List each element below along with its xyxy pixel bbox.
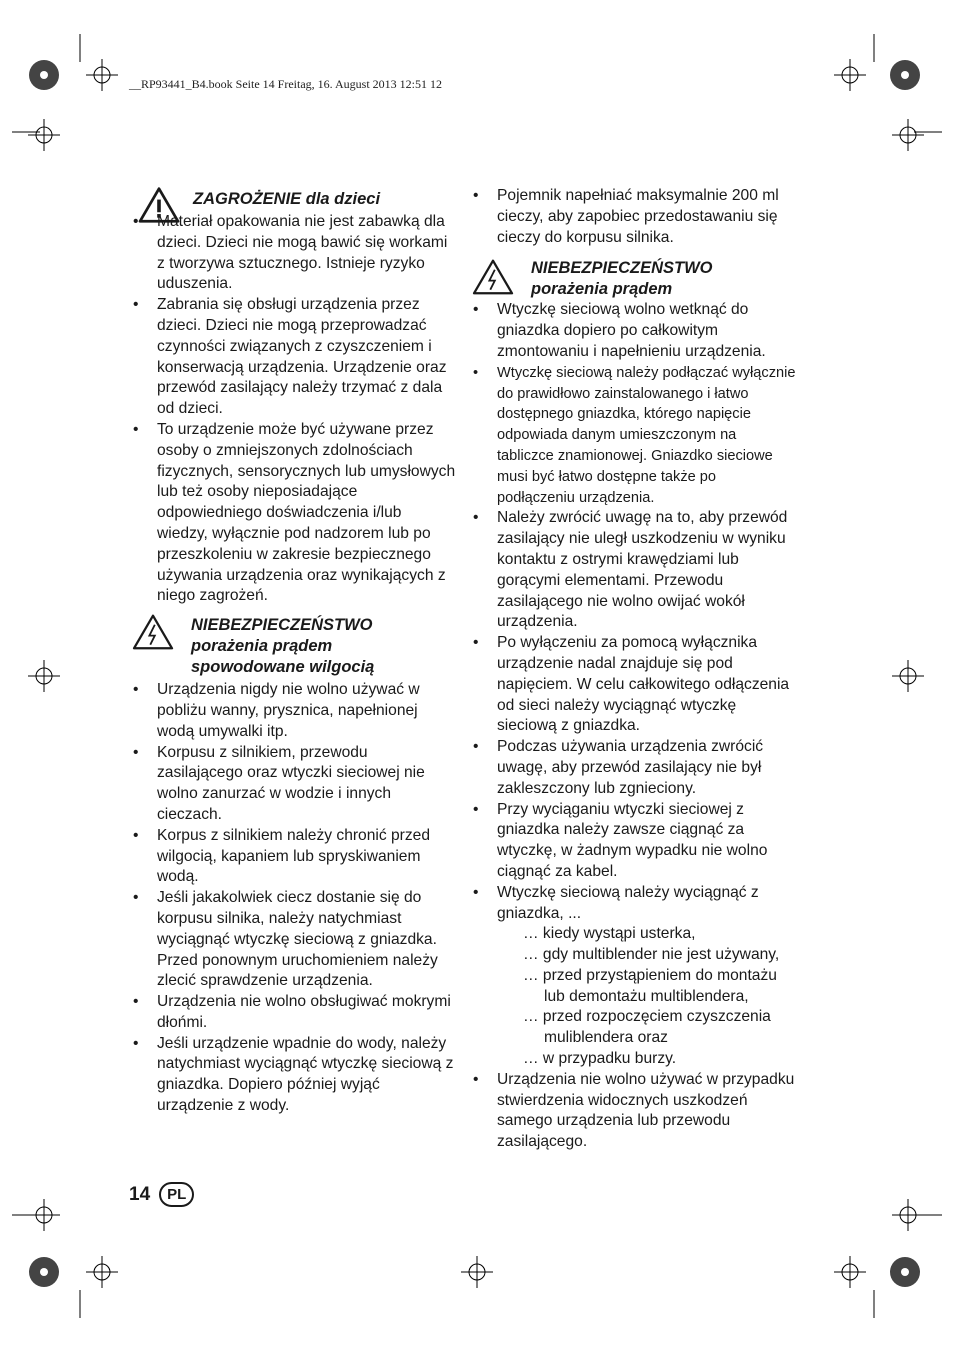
list-item: • Wtyczkę sieciową należy wyciągnąć z gniazdka, ... — [471, 883, 796, 925]
sub-item: … przed rozpoczęciem czyszczenia muliblendera oraz — [523, 1008, 771, 1047]
section-title: NIEBEZPIECZEŃSTWO porażenia prądem spowodowane wilgocią — [191, 616, 375, 677]
list-item: • To urządzenie może być używane przez osoby o zmniejszonych zdolnościach fizycznych, sensorycznych lub umysłowych lub też osoby nieposiadające odpowiedniego doświadczenia i/lub wiedzy, wyłącznie pod nadzorem lub po przeszkoleniu w zakresie bezpiecznego używania urządzenia oraz wynikających z niego zagrożeń. — [131, 420, 456, 607]
list-item: • Wtyczkę sieciową wolno wetknąć do gniazdka dopiero po całkowitym zmontowaniu i napełnieniu urządzenia. — [471, 300, 796, 362]
list-item: • Przy wyciąganiu wtyczki sieciowej z gniazdka należy zawsze ciągnąć za wtyczkę, w żadnym wypadku nie wolno ciągnąć za kabel. — [471, 800, 796, 883]
file-info-header: __RP93441_B4.book Seite 14 Freitag, 16. August 2013 12:51 12 — [129, 77, 443, 91]
electric-shock-warning-icon — [471, 258, 515, 296]
list-item: • Po wyłączeniu za pomocą wyłącznika urządzenie nadal znajduje się pod napięciem. W celu całkowitego odłączenia od sieci należy wyciągnąć wtyczkę sieciową z gniazdka. — [471, 633, 796, 737]
sub-item: … kiedy wystąpi usterka, — [523, 925, 696, 943]
list-item: • Pojemnik napełniać maksymalnie 200 ml cieczy, aby zapobiec przedostawaniu się cieczy do korpusu silnika. — [471, 186, 796, 248]
electric-shock-warning-icon — [131, 613, 175, 651]
list-item: • Korpus z silnikiem należy chronić przed wilgocią, kapaniem lub spryskiwaniem wodą. — [131, 826, 456, 888]
electric-shock-list — [471, 300, 796, 924]
right-column — [471, 186, 796, 1153]
damage-list — [471, 1070, 796, 1153]
unplug-conditions — [471, 924, 796, 1070]
section-title: ZAGROŻENIE dla dzieci — [193, 190, 381, 208]
language-badge: PL — [159, 1182, 194, 1207]
electric-shock-heading — [471, 258, 796, 300]
list-item: • Jeśli jakakolwiek ciecz dostanie się do korpusu silnika, należy natychmiast wyciągnąć wtyczkę sieciową z gniazdka. Przed ponownym uruchomieniem należy zlecić sprawdzenie urządzenia. — [131, 888, 456, 992]
sub-item: … gdy multiblender nie jest używany, — [523, 946, 780, 964]
list-item: • Podczas używania urządzenia zwrócić uwagę, aby przewód zasilający nie był zakleszczony lub zgnieciony. — [471, 737, 796, 799]
list-item: • Wtyczkę sieciową należy podłączać wyłącznie do prawidłowo zainstalowanego i łatwo dostępnego gniazdka, którego napięcie odpowiada danym umieszczonym na tabliczce znamionowej. Gniazdko sieciowe musi być łatwo dostępne także po podłączeniu urządzenia. — [471, 363, 796, 509]
left-column — [131, 186, 456, 1117]
list-item: • Należy zwrócić uwagę na to, aby przewód zasilający nie uległ uszkodzeniu w wyniku kontaktu z ostrymi krawędziami lub gorącymi elementami. Przewodu zasilającego nie wolno owijać wokół urządzenia. — [471, 508, 796, 633]
sub-item: … przed przystąpieniem do montażu lub demontażu multiblendera, — [523, 966, 777, 1005]
list-item: • Materiał opakowania nie jest zabawką dla dzieci. Dzieci nie mogą bawić się workami z tworzywa sztucznego. Istnieje ryzyko uduszenia. — [131, 212, 456, 295]
moisture-shock-list — [131, 680, 456, 1117]
moisture-shock-heading — [131, 613, 456, 678]
page-footer — [129, 1182, 194, 1207]
list-item: • Korpusu z silnikiem, przewodu zasilającego oraz wtyczki sieciowej nie wolno zanurzać w wodzie i innych cieczach. — [131, 743, 456, 826]
list-item: • Urządzenia nie wolno używać w przypadku stwierdzenia widocznych uszkodzeń samego urządzenia lub przewodu zasilającego. — [471, 1070, 796, 1153]
list-item: • Urządzenia nie wolno obsługiwać mokrymi dłońmi. — [131, 992, 456, 1034]
child-danger-list — [131, 212, 456, 607]
sub-item: … w przypadku burzy. — [523, 1050, 677, 1068]
list-item: • Zabrania się obsługi urządzenia przez dzieci. Dzieci nie mogą przeprowadzać czynności związanych z czyszczeniem i konserwacją urządzenia. Urządzenie oraz przewód zasilający należy trzymać z dala od dzieci. — [131, 295, 456, 420]
page-number: 14 — [129, 1183, 151, 1205]
list-item: • Jeśli urządzenie wpadnie do wody, należy natychmiast wyciągnąć wtyczkę sieciową z gniazdka. Dopiero później wyjąć urządzenie z wody. — [131, 1034, 456, 1117]
capacity-list — [471, 186, 796, 248]
crosshair-icon — [86, 59, 118, 91]
section-title: NIEBEZPIECZEŃSTWO porażenia prądem — [531, 259, 713, 299]
list-item: • Urządzenia nigdy nie wolno używać w pobliżu wanny, prysznica, napełnionej wodą umywalki itp. — [131, 680, 456, 742]
